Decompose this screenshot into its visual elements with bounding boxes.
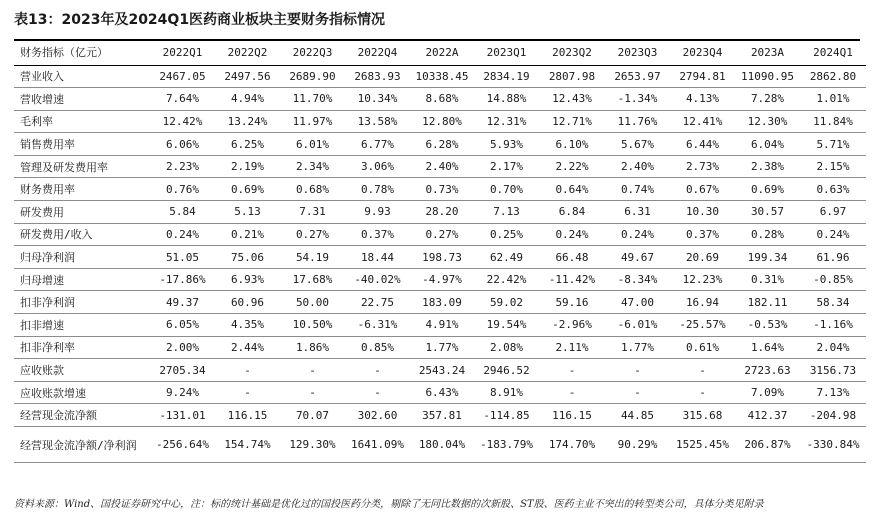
table-cell: 12.31%: [474, 110, 539, 133]
row-label: 管理及研发费用率: [14, 155, 150, 178]
source-note: 资料来源：Wind、国投证券研究中心，注：标的统计基础是优化过的国投医药分类，剔除了无同比数据的次新股、ST股、医药主业不突出的转型类公司，具体分类见附录: [14, 499, 764, 510]
table-cell: 7.13: [474, 201, 539, 224]
table-cell: 13.58%: [345, 110, 410, 133]
table-cell: 2467.05: [150, 65, 215, 88]
table-cell: 6.31: [605, 201, 670, 224]
table-cell: 2.11%: [539, 336, 605, 359]
table-cell: 2653.97: [605, 65, 670, 88]
table-cell: 4.35%: [215, 314, 280, 337]
table-cell: 199.34: [735, 246, 800, 269]
table-cell: 2.44%: [215, 336, 280, 359]
table-cell: 4.91%: [410, 314, 474, 337]
table-cell: 11.84%: [800, 110, 866, 133]
table-cell: -25.57%: [670, 314, 735, 337]
table-cell: 2689.90: [280, 65, 345, 88]
table-cell: 206.87%: [735, 427, 800, 463]
table-row: [14, 268, 866, 291]
table-cell: 59.02: [474, 291, 539, 314]
table-cell: 50.00: [280, 291, 345, 314]
header-period: 2023Q4: [670, 40, 735, 65]
table-cell: 6.84: [539, 201, 605, 224]
table-row: [14, 404, 866, 427]
table-cell: 6.25%: [215, 133, 280, 156]
row-label: 扣非增速: [14, 314, 150, 337]
table-cell: 12.80%: [410, 110, 474, 133]
row-label: 财务费用率: [14, 178, 150, 201]
table-cell: 116.15: [215, 404, 280, 427]
table-cell: 2834.19: [474, 65, 539, 88]
table-cell: 6.28%: [410, 133, 474, 156]
table-cell: -1.16%: [800, 314, 866, 337]
table-cell: 13.24%: [215, 110, 280, 133]
table-cell: 12.30%: [735, 110, 800, 133]
table-cell: 11.97%: [280, 110, 345, 133]
table-cell: 0.85%: [345, 336, 410, 359]
table-cell: 11.76%: [605, 110, 670, 133]
table-cell: 0.21%: [215, 223, 280, 246]
table-cell: -330.84%: [800, 427, 866, 463]
table-cell: 6.44%: [670, 133, 735, 156]
table-row: [14, 314, 866, 337]
table-cell: -204.98: [800, 404, 866, 427]
table-cell: 2683.93: [345, 65, 410, 88]
table-cell: 10.34%: [345, 88, 410, 111]
table-cell: 1525.45%: [670, 427, 735, 463]
table-cell: 0.78%: [345, 178, 410, 201]
table-cell: 6.10%: [539, 133, 605, 156]
table-row: [14, 223, 866, 246]
table-cell: 49.37: [150, 291, 215, 314]
table-row: [14, 427, 866, 463]
header-period: 2023A: [735, 40, 800, 65]
table-cell: -256.64%: [150, 427, 215, 463]
table-cell: 9.93: [345, 201, 410, 224]
header-period: 2023Q1: [474, 40, 539, 65]
table-cell: 4.94%: [215, 88, 280, 111]
table-cell: 0.24%: [605, 223, 670, 246]
table-cell: 49.67: [605, 246, 670, 269]
table-cell: -: [539, 381, 605, 404]
table-cell: 2.15%: [800, 155, 866, 178]
table-cell: 60.96: [215, 291, 280, 314]
table-cell: 0.24%: [150, 223, 215, 246]
table-cell: 19.54%: [474, 314, 539, 337]
table-row: [14, 178, 866, 201]
table-cell: 5.71%: [800, 133, 866, 156]
table-cell: 2.17%: [474, 155, 539, 178]
table-cell: 61.96: [800, 246, 866, 269]
table-cell: 412.37: [735, 404, 800, 427]
table-cell: 6.43%: [410, 381, 474, 404]
table-cell: 315.68: [670, 404, 735, 427]
table-cell: 9.24%: [150, 381, 215, 404]
header-period: 2022Q4: [345, 40, 410, 65]
table-cell: 0.67%: [670, 178, 735, 201]
table-cell: 180.04%: [410, 427, 474, 463]
row-label: 销售费用率: [14, 133, 150, 156]
row-label: 研发费用/收入: [14, 223, 150, 246]
row-label: 研发费用: [14, 201, 150, 224]
table-cell: 12.23%: [670, 268, 735, 291]
table-cell: 129.30%: [280, 427, 345, 463]
table-cell: -: [280, 359, 345, 382]
table-cell: 5.13: [215, 201, 280, 224]
header-period: 2024Q1: [800, 40, 866, 65]
table-cell: 12.71%: [539, 110, 605, 133]
table-cell: 0.76%: [150, 178, 215, 201]
table-cell: 2.19%: [215, 155, 280, 178]
table-cell: 7.09%: [735, 381, 800, 404]
table-cell: 7.28%: [735, 88, 800, 111]
table-row: [14, 291, 866, 314]
table-cell: 0.74%: [605, 178, 670, 201]
table-cell: 18.44: [345, 246, 410, 269]
table-cell: -: [605, 381, 670, 404]
table-cell: 2497.56: [215, 65, 280, 88]
table-cell: -: [539, 359, 605, 382]
table-cell: 10.50%: [280, 314, 345, 337]
header-period: 2023Q3: [605, 40, 670, 65]
table-cell: -: [280, 381, 345, 404]
table-cell: -40.02%: [345, 268, 410, 291]
table-cell: 2946.52: [474, 359, 539, 382]
table-cell: 2862.80: [800, 65, 866, 88]
table-cell: 2.00%: [150, 336, 215, 359]
table-cell: 6.05%: [150, 314, 215, 337]
table-cell: 17.68%: [280, 268, 345, 291]
table-cell: 5.67%: [605, 133, 670, 156]
table-cell: 1.01%: [800, 88, 866, 111]
table-cell: 154.74%: [215, 427, 280, 463]
table-cell: 2723.63: [735, 359, 800, 382]
table-cell: 2.40%: [605, 155, 670, 178]
table-row: [14, 201, 866, 224]
table-cell: 75.06: [215, 246, 280, 269]
table-cell: 116.15: [539, 404, 605, 427]
table-cell: 59.16: [539, 291, 605, 314]
table-cell: 22.75: [345, 291, 410, 314]
table-title: 表13：2023年及2024Q1医药商业板块主要财务指标情况: [14, 12, 386, 28]
table-cell: 0.31%: [735, 268, 800, 291]
table-row: [14, 381, 866, 404]
table-cell: 2543.24: [410, 359, 474, 382]
table-cell: 2.08%: [474, 336, 539, 359]
table-cell: 2.34%: [280, 155, 345, 178]
table-cell: 174.70%: [539, 427, 605, 463]
table-cell: 0.69%: [215, 178, 280, 201]
row-label: 应收账款: [14, 359, 150, 382]
row-label: 扣非净利率: [14, 336, 150, 359]
table-cell: -: [215, 359, 280, 382]
table-cell: 0.70%: [474, 178, 539, 201]
table-cell: 70.07: [280, 404, 345, 427]
header-period: 2022Q2: [215, 40, 280, 65]
header-period: 2023Q2: [539, 40, 605, 65]
table-cell: 357.81: [410, 404, 474, 427]
table-cell: 51.05: [150, 246, 215, 269]
table-cell: 2.22%: [539, 155, 605, 178]
table-cell: -114.85: [474, 404, 539, 427]
table-row: [14, 246, 866, 269]
table-cell: -0.53%: [735, 314, 800, 337]
table-cell: -1.34%: [605, 88, 670, 111]
table-body: [14, 65, 866, 463]
table-cell: 0.69%: [735, 178, 800, 201]
table-cell: -8.34%: [605, 268, 670, 291]
table-cell: 12.41%: [670, 110, 735, 133]
table-cell: 1.77%: [605, 336, 670, 359]
table-cell: 8.68%: [410, 88, 474, 111]
header-period: 2022Q1: [150, 40, 215, 65]
table-cell: 1.64%: [735, 336, 800, 359]
header-period: 2022Q3: [280, 40, 345, 65]
table-cell: -: [605, 359, 670, 382]
table-cell: 1.86%: [280, 336, 345, 359]
table-cell: -2.96%: [539, 314, 605, 337]
table-cell: 0.64%: [539, 178, 605, 201]
table-cell: 8.91%: [474, 381, 539, 404]
table-cell: -131.01: [150, 404, 215, 427]
table-cell: 6.77%: [345, 133, 410, 156]
table-cell: 0.24%: [539, 223, 605, 246]
table-cell: 7.13%: [800, 381, 866, 404]
table-cell: 7.64%: [150, 88, 215, 111]
table-cell: 16.94: [670, 291, 735, 314]
financial-indicators-table: [14, 40, 866, 463]
table-cell: 10.30: [670, 201, 735, 224]
row-label: 扣非净利润: [14, 291, 150, 314]
table-cell: 0.61%: [670, 336, 735, 359]
table-cell: -4.97%: [410, 268, 474, 291]
table-cell: 2794.81: [670, 65, 735, 88]
table-cell: 0.73%: [410, 178, 474, 201]
row-label: 归母净利润: [14, 246, 150, 269]
table-cell: 22.42%: [474, 268, 539, 291]
table-cell: 6.93%: [215, 268, 280, 291]
table-cell: -: [345, 381, 410, 404]
table-cell: 2.73%: [670, 155, 735, 178]
table-cell: 11090.95: [735, 65, 800, 88]
header-period: 2022A: [410, 40, 474, 65]
table-row: [14, 133, 866, 156]
table-cell: 90.29%: [605, 427, 670, 463]
table-cell: 6.97: [800, 201, 866, 224]
table-cell: -6.01%: [605, 314, 670, 337]
table-cell: 2705.34: [150, 359, 215, 382]
row-label: 经营现金流净额: [14, 404, 150, 427]
table-cell: 2.04%: [800, 336, 866, 359]
table-cell: 12.43%: [539, 88, 605, 111]
table-cell: 7.31: [280, 201, 345, 224]
table-cell: 0.37%: [670, 223, 735, 246]
table-cell: 58.34: [800, 291, 866, 314]
table-cell: 3156.73: [800, 359, 866, 382]
table-cell: 30.57: [735, 201, 800, 224]
table-row: [14, 359, 866, 382]
table-cell: 20.69: [670, 246, 735, 269]
table-cell: 0.63%: [800, 178, 866, 201]
row-label: 毛利率: [14, 110, 150, 133]
table-cell: 47.00: [605, 291, 670, 314]
table-cell: -: [670, 381, 735, 404]
table-cell: 5.93%: [474, 133, 539, 156]
table-cell: 6.04%: [735, 133, 800, 156]
table-cell: 10338.45: [410, 65, 474, 88]
table-row: [14, 110, 866, 133]
table-header-row: [14, 40, 866, 65]
table-cell: 2807.98: [539, 65, 605, 88]
table-cell: 62.49: [474, 246, 539, 269]
table-cell: -0.85%: [800, 268, 866, 291]
table-row: [14, 155, 866, 178]
header-indicator: 财务指标（亿元）: [14, 40, 150, 65]
table-cell: 1.77%: [410, 336, 474, 359]
table-cell: 302.60: [345, 404, 410, 427]
table-cell: 6.06%: [150, 133, 215, 156]
table-cell: 0.24%: [800, 223, 866, 246]
table-cell: 2.38%: [735, 155, 800, 178]
table-cell: 0.27%: [280, 223, 345, 246]
table-cell: 14.88%: [474, 88, 539, 111]
table-cell: 0.27%: [410, 223, 474, 246]
table-cell: 1641.09%: [345, 427, 410, 463]
table-cell: 182.11: [735, 291, 800, 314]
row-label: 应收账款增速: [14, 381, 150, 404]
table-row: [14, 336, 866, 359]
table-cell: 2.40%: [410, 155, 474, 178]
row-label: 经营现金流净额/净利润: [14, 427, 150, 463]
table-cell: -6.31%: [345, 314, 410, 337]
table-cell: 54.19: [280, 246, 345, 269]
table-cell: 44.85: [605, 404, 670, 427]
row-label: 营业收入: [14, 65, 150, 88]
table-cell: -183.79%: [474, 427, 539, 463]
table-cell: -11.42%: [539, 268, 605, 291]
table-cell: 5.84: [150, 201, 215, 224]
table-cell: 0.37%: [345, 223, 410, 246]
table-cell: 66.48: [539, 246, 605, 269]
table-cell: 4.13%: [670, 88, 735, 111]
table-cell: 198.73: [410, 246, 474, 269]
table-cell: 2.23%: [150, 155, 215, 178]
table-cell: 11.70%: [280, 88, 345, 111]
table-cell: 183.09: [410, 291, 474, 314]
table-cell: -: [345, 359, 410, 382]
table-cell: 12.42%: [150, 110, 215, 133]
table-cell: -17.86%: [150, 268, 215, 291]
table-row: [14, 65, 866, 88]
table-cell: 0.28%: [735, 223, 800, 246]
table-cell: 0.68%: [280, 178, 345, 201]
row-label: 营收增速: [14, 88, 150, 111]
row-label: 归母增速: [14, 268, 150, 291]
table-cell: 3.06%: [345, 155, 410, 178]
table-cell: -: [670, 359, 735, 382]
table-cell: 28.20: [410, 201, 474, 224]
table-cell: 6.01%: [280, 133, 345, 156]
table-row: [14, 88, 866, 111]
table-cell: -: [215, 381, 280, 404]
table-cell: 0.25%: [474, 223, 539, 246]
